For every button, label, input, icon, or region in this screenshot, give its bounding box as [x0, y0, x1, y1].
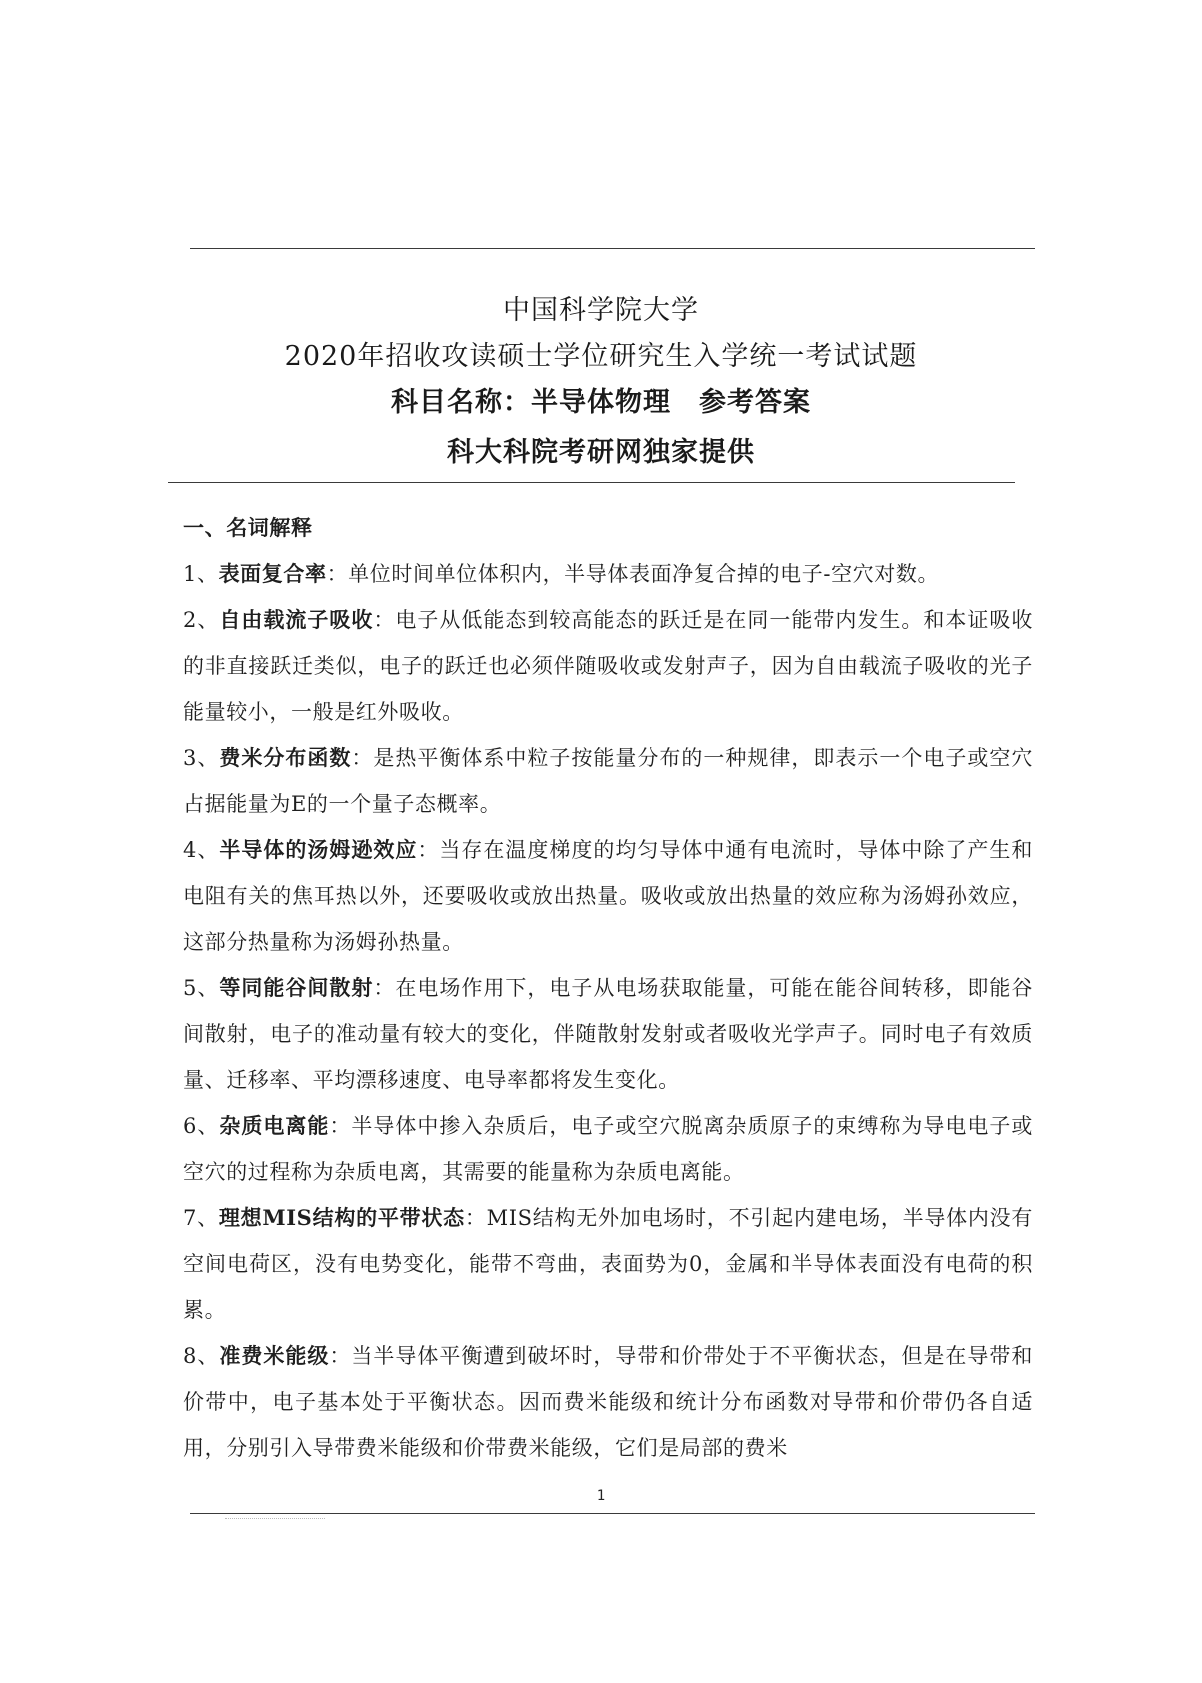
entry-separator: ： [351, 746, 374, 770]
entry-separator: ： [417, 838, 440, 862]
entry-definition: MIS结构无外加电场时，不引起内建电场，半导体内没有空间电荷区，没有电势变化，能带不弯曲，表面势为0，金属和半导体表面没有电荷的积累。 [183, 1206, 1033, 1322]
entry-separator: ： [373, 976, 396, 1000]
entry-number: 5、 [183, 976, 220, 1000]
entry-term: 等同能谷间散射 [219, 975, 374, 1000]
definition-entry-8 [183, 1333, 1033, 1471]
subject-line: 科目名称：半导体物理 参考答案 [391, 387, 811, 418]
entry-definition: 当半导体平衡遭到破坏时，导带和价带处于不平衡状态，但是在导带和价带中，电子基本处于平衡状态。因而费米能级和统计分布函数对导带和价带仍各自适用，分别引入导带费米能级和价带费米能级，它们是局部的费米 [183, 1344, 1034, 1460]
footer-rule [190, 1513, 1035, 1514]
entry-definition: 在电场作用下，电子从电场获取能量，可能在能谷间转移，即能谷间散射，电子的准动量有较大的变化，伴随散射发射或者吸收光学声子。同时电子有效质量、迁移率、平均漂移速度、电导率都将发生变化。 [183, 976, 1034, 1092]
entry-number: 2、 [183, 608, 220, 632]
header-bottom-rule [168, 482, 1015, 483]
entry-number: 8、 [183, 1344, 220, 1368]
entry-separator: ： [464, 1206, 487, 1230]
entry-term: 表面复合率 [218, 561, 327, 586]
section-heading: 一、名词解释 [183, 515, 313, 540]
entry-term: 自由载流子吸收 [219, 607, 374, 632]
entry-number: 1、 [183, 562, 219, 586]
entry-term: 费米分布函数 [219, 745, 352, 770]
definition-list [183, 551, 1033, 1471]
exam-title: 2020年招收攻读硕士学位研究生入学统一考试试题 [284, 341, 918, 372]
definition-entry-1 [183, 551, 1033, 597]
definition-entry-3 [183, 735, 1033, 827]
footer-faint-marks [225, 1518, 325, 1521]
entry-definition: 是热平衡体系中粒子按能量分布的一种规律，即表示一个电子或空穴占据能量为E的一个量子态概率。 [183, 746, 1034, 816]
definition-entry-6 [183, 1103, 1033, 1195]
definition-entry-5 [183, 965, 1033, 1103]
entry-number: 7、 [183, 1206, 219, 1230]
provider-line: 科大科院考研网独家提供 [447, 437, 755, 468]
entry-definition: 半导体中掺入杂质后，电子或空穴脱离杂质原子的束缚称为导电电子或空穴的过程称为杂质电离，其需要的能量称为杂质电离能。 [183, 1114, 1034, 1184]
entry-number: 6、 [183, 1114, 220, 1138]
entry-term: 杂质电离能 [219, 1113, 330, 1138]
entry-definition: 电子从低能态到较高能态的跃迁是在同一能带内发生。和本证吸收的非直接跃迁类似，电子的跃迁也必须伴随吸收或发射声子，因为自由载流子吸收的光子能量较小，一般是红外吸收。 [183, 608, 1034, 724]
header-top-rule [190, 248, 1035, 249]
definition-entry-4 [183, 827, 1033, 965]
entry-term: 半导体的汤姆逊效应 [219, 837, 418, 862]
entry-number: 3、 [183, 746, 220, 770]
entry-definition: 单位时间单位体积内，半导体表面净复合掉的电子-空穴对数。 [348, 562, 940, 586]
entry-separator: ： [329, 1114, 352, 1138]
entry-separator: ： [326, 562, 349, 586]
page-number: 1 [596, 1488, 606, 1504]
institution-title: 中国科学院大学 [503, 295, 699, 326]
entry-term: 准费米能级 [219, 1343, 330, 1368]
entry-term: 理想MIS结构的平带状态 [218, 1205, 465, 1230]
entry-number: 4、 [183, 838, 220, 862]
entry-definition: 当存在温度梯度的均匀导体中通有电流时，导体中除了产生和电阻有关的焦耳热以外，还要吸收或放出热量。吸收或放出热量的效应称为汤姆孙效应，这部分热量称为汤姆孙热量。 [183, 838, 1034, 954]
entry-separator: ： [329, 1344, 352, 1368]
definition-entry-7 [183, 1195, 1033, 1333]
definition-entry-2 [183, 597, 1033, 735]
entry-separator: ： [373, 608, 396, 632]
